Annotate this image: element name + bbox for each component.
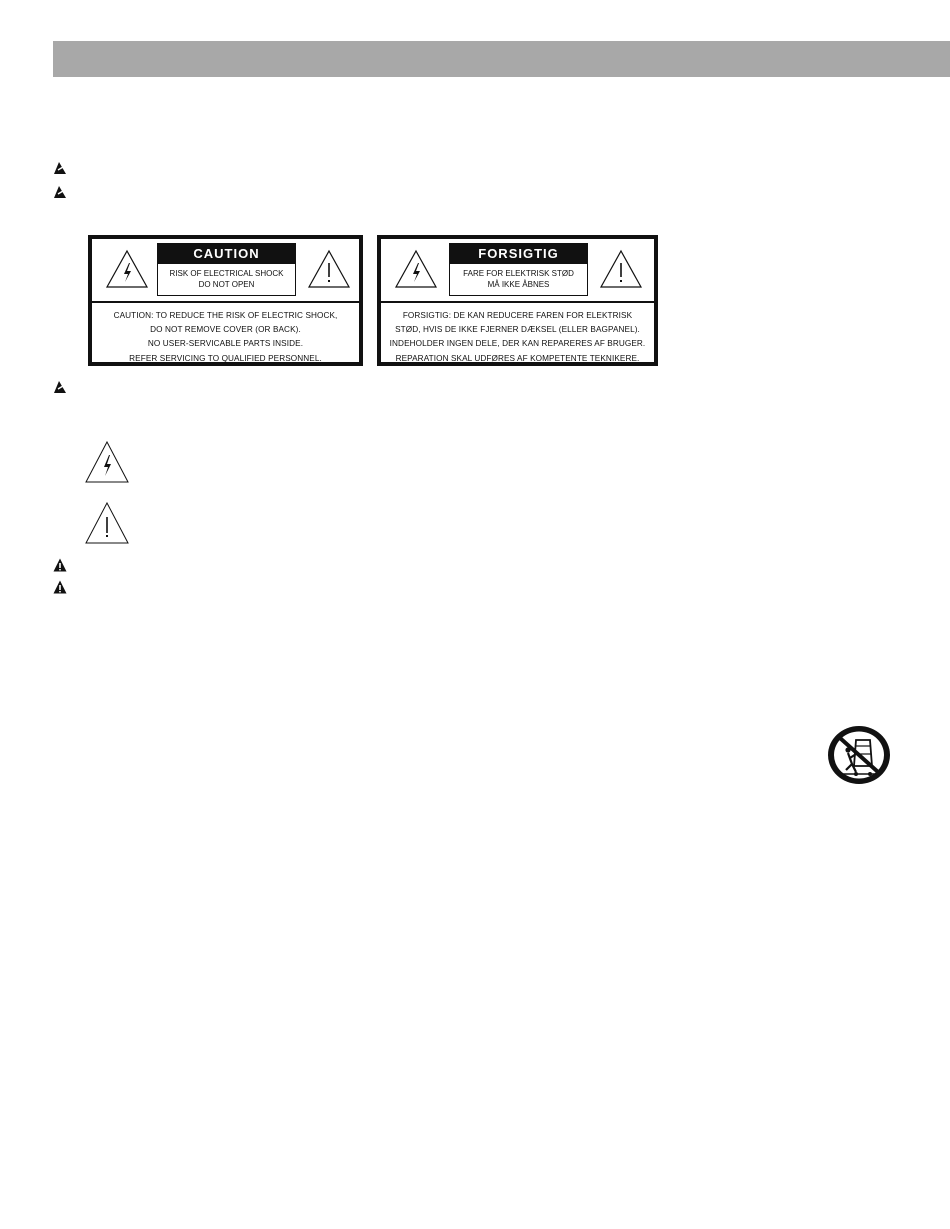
- caution-label-english: [88, 235, 363, 366]
- lightning-triangle-icon: [105, 249, 149, 289]
- caution-label-danish: [377, 235, 658, 366]
- lightning-triangle-icon: [394, 249, 438, 289]
- caution-line: DO NOT REMOVE COVER (OR BACK).: [150, 325, 301, 335]
- header-bar: [53, 41, 950, 77]
- warning-triangle-icon: [53, 558, 67, 572]
- forsigtig-text-block: [381, 303, 654, 362]
- forsigtig-title: FORSIGTIG: [450, 244, 587, 264]
- caution-line: NO USER-SERVICABLE PARTS INSIDE.: [147, 339, 304, 349]
- cart-tip-over-icon: [826, 724, 892, 786]
- forsigtig-line: INDEHOLDER INGEN DELE, DER KAN REPARERES AF BRUGER.: [389, 339, 646, 349]
- caution-text-block: [92, 303, 359, 362]
- lightning-triangle-icon: [84, 440, 130, 484]
- forsigtig-line: STØD, HVIS DE IKKE FJERNER DÆKSEL (ELLER BAGPANEL).: [395, 325, 640, 335]
- pencil-note-icon: [53, 161, 67, 175]
- forsigtig-line: REPARATION SKAL UDFØRES AF KOMPETENTE TEKNIKERE.: [395, 353, 640, 363]
- forsigtig-subtitle-1: FARE FOR ELEKTRISK STØD: [463, 269, 574, 278]
- warning-triangle-icon: [53, 580, 67, 594]
- caution-line: CAUTION: TO REDUCE THE RISK OF ELECTRIC SHOCK,: [113, 311, 338, 320]
- caution-line: REFER SERVICING TO QUALIFIED PERSONNEL.: [129, 353, 322, 363]
- pencil-note-icon: [53, 380, 67, 394]
- forsigtig-title-box: [449, 243, 588, 296]
- pencil-note-icon: [53, 185, 67, 199]
- forsigtig-line: FORSIGTIG: DE KAN REDUCERE FAREN FOR ELEKTRISK: [402, 311, 633, 320]
- caution-subtitle-1: RISK OF ELECTRICAL SHOCK: [169, 269, 284, 278]
- forsigtig-subtitle-2: MÅ IKKE ÅBNES: [487, 280, 550, 289]
- exclamation-triangle-icon: [84, 501, 130, 545]
- caution-subtitle-2: DO NOT OPEN: [198, 280, 255, 289]
- caution-title: CAUTION: [158, 244, 295, 264]
- exclamation-triangle-icon: [307, 249, 351, 289]
- exclamation-triangle-icon: [599, 249, 643, 289]
- caution-title-box: [157, 243, 296, 296]
